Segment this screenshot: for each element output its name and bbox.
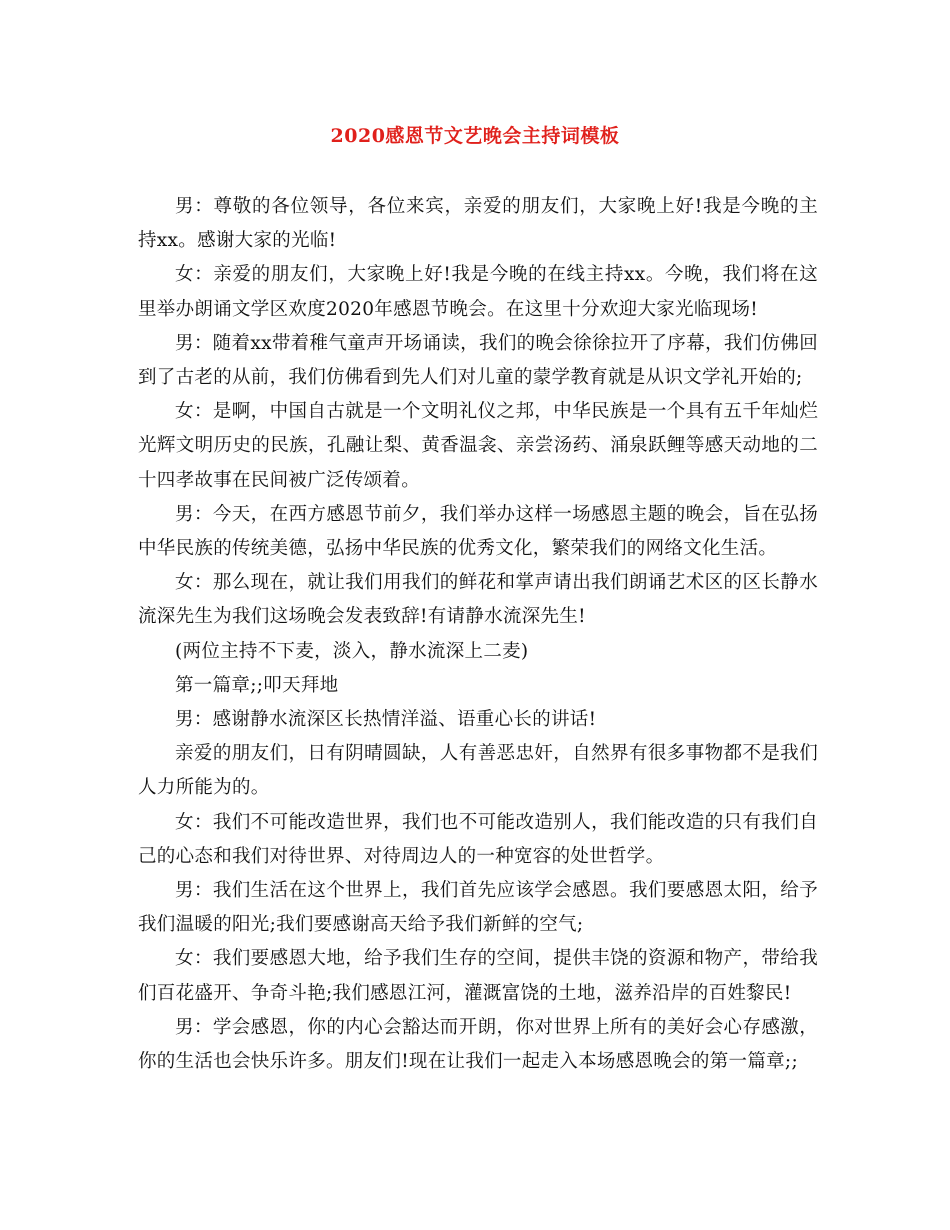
stage-direction: (两位主持不下麦，淡入，静水流深上二麦) bbox=[175, 640, 529, 662]
paragraph: 女：亲爱的朋友们，大家晚上好!我是今晚的在线主持xx。今晚，我们将在这里举办朗诵文学区欢度2020年感恩节晚会。在这里十分欢迎大家光临现场! bbox=[138, 264, 818, 320]
section-heading: 第一篇章;;叩天拜地 bbox=[175, 674, 339, 696]
paragraph: 女：是啊，中国自古就是一个文明礼仪之邦，中华民族是一个具有五千年灿烂光辉文明历史的民族，孔融让梨、黄香温衾、亲尝汤药、涌泉跃鲤等感天动地的二十四孝故事在民间被广泛传颂着。 bbox=[138, 401, 818, 491]
paragraph: 男：我们生活在这个世界上，我们首先应该学会感恩。我们要感恩太阳，给予我们温暖的阳光;我们要感谢高天给予我们新鲜的空气; bbox=[138, 880, 818, 936]
document-body bbox=[138, 190, 818, 1079]
paragraph: 男：今天，在西方感恩节前夕，我们举办这样一场感恩主题的晚会，旨在弘扬中华民族的传统美德，弘扬中华民族的优秀文化，繁荣我们的网络文化生活。 bbox=[138, 503, 818, 560]
document-title: 2020感恩节文艺晚会主持词模板 bbox=[330, 125, 620, 147]
paragraph: 亲爱的朋友们，日有阴晴圆缺，人有善恶忠奸，自然界有很多事物都不是我们人力所能为的。 bbox=[138, 743, 818, 799]
paragraph: 女：我们要感恩大地，给予我们生存的空间，提供丰饶的资源和物产，带给我们百花盛开、争奇斗艳;我们感恩江河，灌溉富饶的土地，滋养沿岸的百姓黎民! bbox=[138, 948, 818, 1004]
paragraph: 男：尊敬的各位领导，各位来宾，亲爱的朋友们，大家晚上好!我是今晚的主持xx。感谢大家的光临! bbox=[138, 196, 818, 252]
paragraph: 男：随着xx带着稚气童声开场诵读，我们的晚会徐徐拉开了序幕，我们仿佛回到了古老的从前，我们仿佛看到先人们对儿童的蒙学教育就是从识文学礼开始的; bbox=[138, 332, 818, 389]
paragraph: 女：那么现在，就让我们用我们的鲜花和掌声请出我们朗诵艺术区的区长静水流深先生为我们这场晚会发表致辞!有请静水流深先生! bbox=[138, 572, 818, 628]
paragraph: 男：学会感恩，你的内心会豁达而开朗，你对世界上所有的美好会心存感激，你的生活也会快乐许多。朋友们!现在让我们一起走入本场感恩晚会的第一篇章;; bbox=[138, 1016, 818, 1073]
paragraph: 女：我们不可能改造世界，我们也不可能改造别人，我们能改造的只有我们自己的心态和我们对待世界、对待周边人的一种宽容的处世哲学。 bbox=[138, 811, 818, 867]
paragraph: 男：感谢静水流深区长热情洋溢、语重心长的讲话! bbox=[175, 709, 597, 731]
